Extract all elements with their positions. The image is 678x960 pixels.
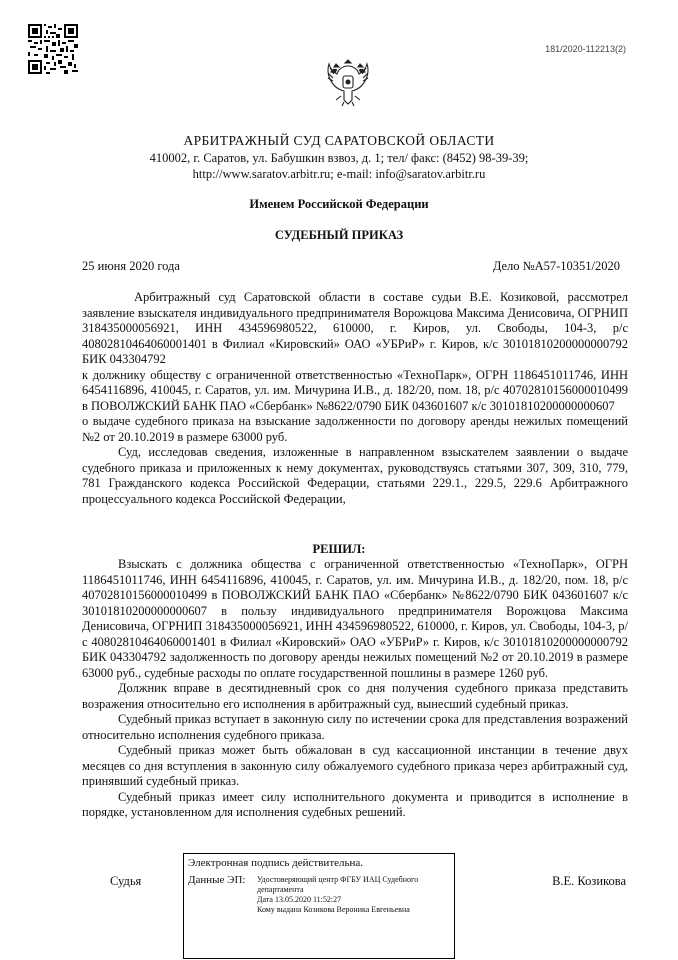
document-title: СУДЕБНЫЙ ПРИКАЗ [274,228,404,242]
esig-date: Дата 13.05.2020 11:52:27 [257,895,342,904]
claim-paragraph: о выдаче судебного приказа на взыскание задолженности по договору аренды нежилых помещений №2 от 20.10.2019 в размере 63000 руб. [82,414,628,444]
document-number: 181/2020-112213(2) [545,44,626,54]
electronic-signature-stamp [183,853,455,959]
judge-name: В.Е. Козикова [552,874,626,888]
intro-paragraph: Арбитражный суд Саратовской области в составе судьи В.Е. Козиковой, рассмотрел заявление взыскателя индивидуального предпринимателя Ворожцова Максима Денисовича, ОГРНИП 318435000056921, ИНН 434596980522, 610000, г. Киров, ул. Свободы, 104-3, р/с 40802810464060001401 в Филиал «Кировский» ОАО «УБРиР» г. Киров, к/с 30101810200000000792 БИК 043304792 [82,290,628,366]
ruling-section [82,557,628,821]
court-name: АРБИТРАЖНЫЙ СУД САРАТОВСКОЙ ОБЛАСТИ [183,133,495,148]
court-address: 410002, г. Саратов, ул. Бабушкин взвоз, д. 1; тел/ факс: (8452) 98-39-39; [149,151,529,165]
federation-heading: Именем Российской Федерации [249,197,429,211]
ruling-heading: РЕШИЛ: [312,542,366,556]
case-number: Дело №А57-10351/2020 [492,259,620,273]
document-date: 25 июня 2020 года [82,259,180,273]
qr-code [28,24,78,74]
coat-of-arms-icon [322,56,374,108]
objection-paragraph: Должник вправе в десятидневный срок со дня получения судебного приказа представить возражения относительно его исполнения в арбитражный суд, вынесший судебный приказ. [82,681,628,711]
esig-data-label: Данные ЭП: [188,874,246,886]
esig-title: Электронная подпись действительна. [188,857,364,869]
esig-issuer: Удостоверяющий центр ФГБУ ИАЦ Судебного департамента [257,875,419,894]
effect-paragraph: Судебный приказ вступает в законную силу по истечении срока для представления возражений относительно исполнения судебного приказа. [82,712,628,742]
esig-owner: Кому выдана Козикова Вероника Евгеньевна [257,905,410,914]
ruling-paragraph: Взыскать с должника общества с ограниченной ответственностью «ТехноПарк», ОГРН 1186451011746, ИНН 6454116896, 410045, г. Саратов, ул. им. Мичурина И.В., д. 182/20, пом. 18, р/с 40702810156000010499 в ПОВОЛЖСКИЙ БАНК ПАО «Сбербанк» №8622/0790 БИК 043601607 к/с 30101810200000000607 в пользу индивидуального предпринимателя Ворожцова Максима Денисовича, ОГРНИП 318435000056921, ИНН 434596980522, 610000, г. Киров, ул. Свободы, 104-3, р/с 40802810464060001401 в Филиал «Кировский» ОАО «УБРиР» г. Киров, к/с 30101810200000000792 БИК 043304792 задолженность по договору аренды нежилых помещений №2 от 20.10.2019 в размере 63000 руб., судебные расходы по оплате государственной пошлины в размере 1260 руб. [82,557,628,680]
debtor-paragraph: к должнику обществу с ограниченной ответственностью «ТехноПарк», ОГРН 1186451011746, ИНН 6454116896, 410045, г. Саратов, ул. им. Мичурина И.В., д. 182/20, пом. 18, р/с 40702810156000010499 в ПОВОЛЖСКИЙ БАНК ПАО «Сбербанк» №8622/0790 БИК 043601607 к/с 30101810200000000607 [82,367,628,413]
esig-details [257,875,447,915]
appeal-paragraph: Судебный приказ может быть обжалован в суд кассационной инстанции в течение двух месяцев со дня вступления в законную силу обжалуемого судебного приказа через арбитражный суд, принявший судебный приказ. [82,743,628,788]
judge-label: Судья [110,874,142,888]
grounds-paragraph: Суд, исследовав сведения, изложенные в направленном взыскателем заявлении о выдаче судебного приказа и приложенных к нему документах, руководствуясь статьями 307, 309, 310, 779, 781 Гражданского кодекса Российской Федерации, статьями 229.1., 229.5, 229.6 Арбитражного процессуального кодекса Российской Федерации, [82,445,628,506]
intro-section [82,290,628,507]
enforcement-paragraph: Судебный приказ имеет силу исполнительного документа и приводится в исполнение в порядке, установленном для исполнения судебных решений. [82,789,628,819]
court-contacts: http://www.saratov.arbitr.ru; e-mail: info@saratov.arbitr.ru [192,167,486,181]
